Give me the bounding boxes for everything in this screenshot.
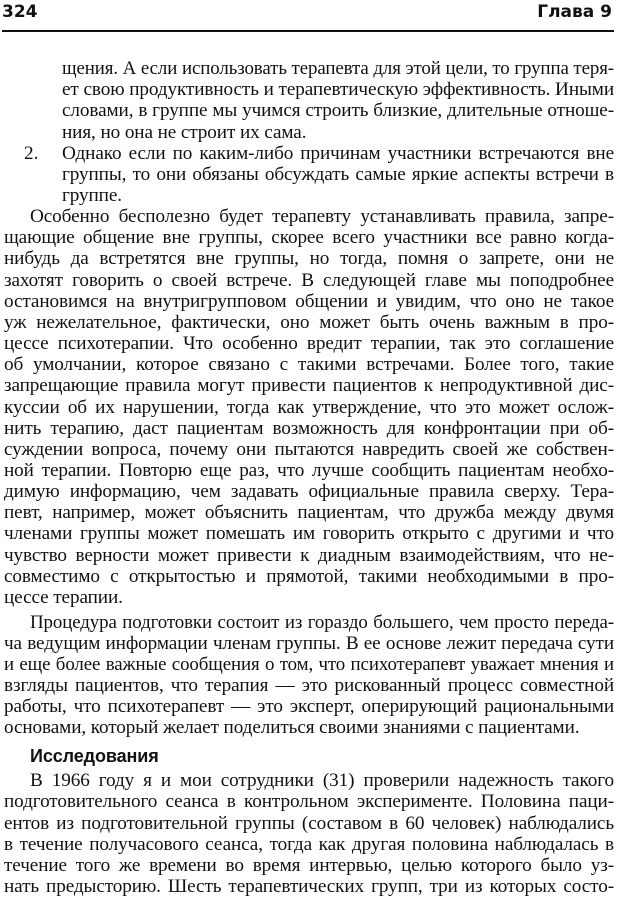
text-line: певт, например, может объяснить пациентам, что дружба между двумя: [4, 502, 614, 524]
text-line: захотят говорить о своей встрече. В следующей главе мы поподробнее: [4, 269, 614, 291]
text-line: нить терапию, даст пациентам возможность для конфронтации при об-: [4, 417, 614, 439]
text-line: и еще более важные сообщения о том, что психотерапевт уважает мнения и: [4, 653, 614, 675]
text-line: группы, то они обязаны обсуждать самые яркие аспекты встречи в: [62, 163, 614, 185]
text-line: в течение получасового сеанса, тогда как другая половина наблюдалась в: [4, 833, 614, 855]
text-line: суждении вопроса, почему они пытаются навредить своей же собствен-: [4, 438, 614, 460]
text-line: ной терапии. Повторю еще раз, что лучше сообщить пациентам необхо-: [4, 459, 614, 481]
text-line: течение того же времени во время интервью, целью которого было уз-: [4, 854, 614, 876]
text-line: основами, который желает поделиться своими знаниями с пациентами.: [4, 717, 580, 739]
page-number: 324: [2, 2, 38, 22]
text-line: куссии об их нарушении, тогда как утверждение, что это может ослож-: [4, 396, 614, 418]
list-number: 2.: [24, 142, 39, 164]
text-line: ния, но она не строит их сама.: [62, 121, 307, 143]
text-line: запрещающие правила могут привести пациентов к непродуктивной дис-: [4, 375, 614, 397]
text-line: нибудь да встретятся вне группы, но тогда, помня о запрете, они не: [4, 248, 614, 270]
text-line: щения. А если использовать терапевта для этой цели, то группа теря-: [62, 58, 614, 79]
text-line: членами группы может помешать им говорить открыто с другими и что: [4, 523, 614, 545]
text-line: уж нежелательное, фактически, оно может быть очень важным в про-: [4, 311, 614, 333]
text-line: об умолчании, которое связано с такими встречами. Более того, такие: [4, 354, 614, 376]
text-line: щающие общение вне группы, скорее всего участники все равно когда-: [4, 227, 614, 249]
text-line: Однако если по каким-либо причинам участники встречаются вне: [62, 142, 614, 164]
text-line: остановимся на внутригрупповом общении и увидим, что оно не такое: [4, 290, 614, 312]
text-line: В 1966 году я и мои сотрудники (31) проверили надежность такого: [30, 770, 614, 792]
text-line: совместимо с открытостью и прямотой, такими необходимыми в про-: [4, 565, 614, 587]
chapter-label: Глава 9: [537, 2, 612, 22]
text-line: Особенно бесполезно будет терапевту устанавливать правила, запре-: [30, 206, 614, 228]
text-line: Процедура подготовки состоит из гораздо большего, чем просто переда-: [30, 611, 614, 633]
text-line: димую информацию, чем задавать официальные правила сверху. Тера-: [4, 481, 614, 503]
text-line: работы, что психотерапевт — это эксперт, оперирующий рациональными: [4, 696, 614, 718]
text-line: цессе психотерапии. Что особенно вредит терапии, так это соглашение: [4, 333, 614, 354]
text-line: нать предысторию. Шесть терапевтических групп, три из которых состо-: [4, 876, 614, 897]
text-line: подготовительного сеанса в контрольном эксперименте. Половина паци-: [4, 791, 614, 813]
section-heading: Исследования: [30, 745, 159, 766]
text-line: ентов из подготовительной группы (составом в 60 человек) наблюдались: [4, 812, 614, 834]
text-line: ча ведущим информации членам группы. В ее основе лежит передача сути: [4, 632, 614, 654]
page-header: [2, 0, 614, 32]
text-line: словами, в группе мы учимся строить близкие, длительные отноше-: [62, 100, 614, 122]
text-line: ет свою продуктивность и терапевтическую эффективность. Иными: [62, 79, 614, 101]
text-line: группе.: [62, 184, 122, 206]
text-line: цессе терапии.: [4, 586, 123, 608]
text-line: взгляды пациентов, что терапия — это рискованный процесс совместной: [4, 675, 614, 696]
text-line: чувство верности может привести к диадным взаимодействиям, что не-: [4, 544, 614, 566]
